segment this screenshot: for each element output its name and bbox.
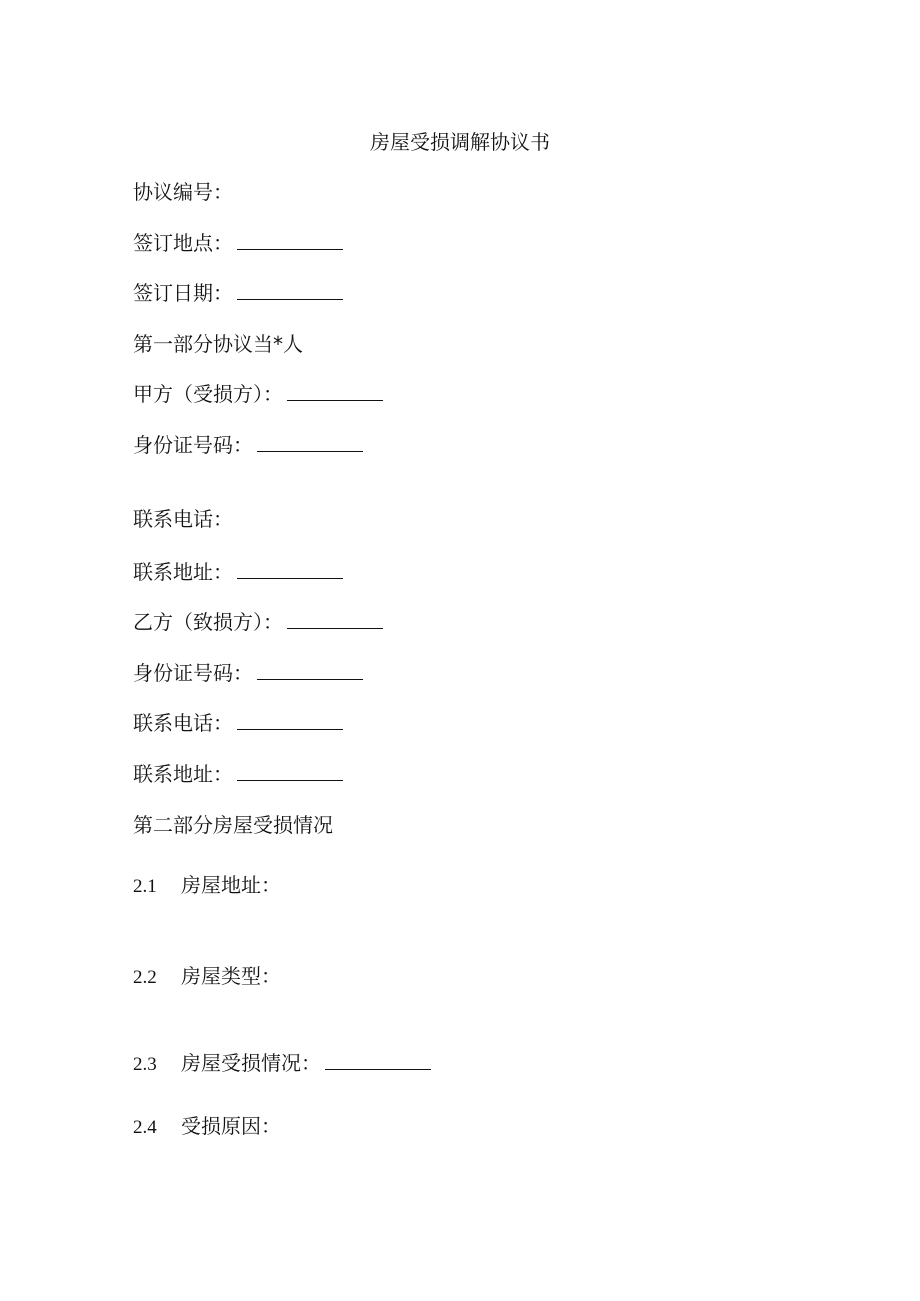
sign-place-label: 签订地点： — [133, 231, 233, 255]
house-address-label: 房屋地址： — [181, 873, 281, 897]
party-b-blank[interactable] — [287, 608, 383, 629]
party-a-address-row — [133, 558, 343, 586]
house-address-row — [133, 871, 281, 901]
party-b-id-blank[interactable] — [257, 659, 363, 680]
party-a-phone-row — [133, 505, 233, 533]
part1-heading: 第一部分协议当*人 — [133, 332, 303, 356]
party-b-row — [133, 608, 383, 636]
item-number: 2.2 — [133, 967, 157, 988]
party-a-address-blank[interactable] — [237, 558, 343, 579]
house-type-label: 房屋类型： — [181, 964, 281, 988]
party-a-id-blank[interactable] — [257, 431, 363, 452]
party-a-address-label: 联系地址： — [133, 560, 233, 584]
party-b-address-label: 联系地址： — [133, 762, 233, 786]
party-a-phone-label: 联系电话： — [133, 507, 233, 531]
damage-status-row — [133, 1049, 431, 1079]
party-b-phone-blank[interactable] — [237, 709, 343, 730]
sign-date-label: 签订日期： — [133, 281, 233, 305]
document-title: 房屋受损调解协议书 — [370, 130, 550, 154]
damage-status-label: 房屋受损情况： — [181, 1051, 321, 1075]
damage-cause-row — [133, 1112, 281, 1142]
party-b-id-row — [133, 659, 363, 687]
item-number: 2.1 — [133, 876, 157, 897]
item-number: 2.4 — [133, 1117, 157, 1138]
party-b-phone-label: 联系电话： — [133, 711, 233, 735]
party-b-label: 乙方（致损方）： — [133, 610, 283, 634]
party-a-row — [133, 380, 383, 408]
damage-cause-label: 受损原因： — [181, 1114, 281, 1138]
party-b-address-row — [133, 760, 343, 788]
sign-place-row — [133, 229, 343, 257]
item-number: 2.3 — [133, 1054, 157, 1075]
party-b-phone-row — [133, 709, 343, 737]
agreement-number-label: 协议编号： — [133, 180, 233, 204]
sign-date-blank[interactable] — [237, 279, 343, 300]
party-a-label: 甲方（受损方）： — [133, 382, 283, 406]
house-type-row — [133, 962, 281, 992]
part2-heading: 第二部分房屋受损情况 — [133, 813, 333, 837]
party-b-address-blank[interactable] — [237, 760, 343, 781]
party-a-blank[interactable] — [287, 380, 383, 401]
party-b-id-label: 身份证号码： — [133, 661, 253, 685]
agreement-number-row — [133, 178, 233, 206]
party-a-id-row — [133, 431, 363, 459]
sign-date-row — [133, 279, 343, 307]
damage-status-blank[interactable] — [325, 1049, 431, 1070]
party-a-id-label: 身份证号码： — [133, 433, 253, 457]
sign-place-blank[interactable] — [237, 229, 343, 250]
